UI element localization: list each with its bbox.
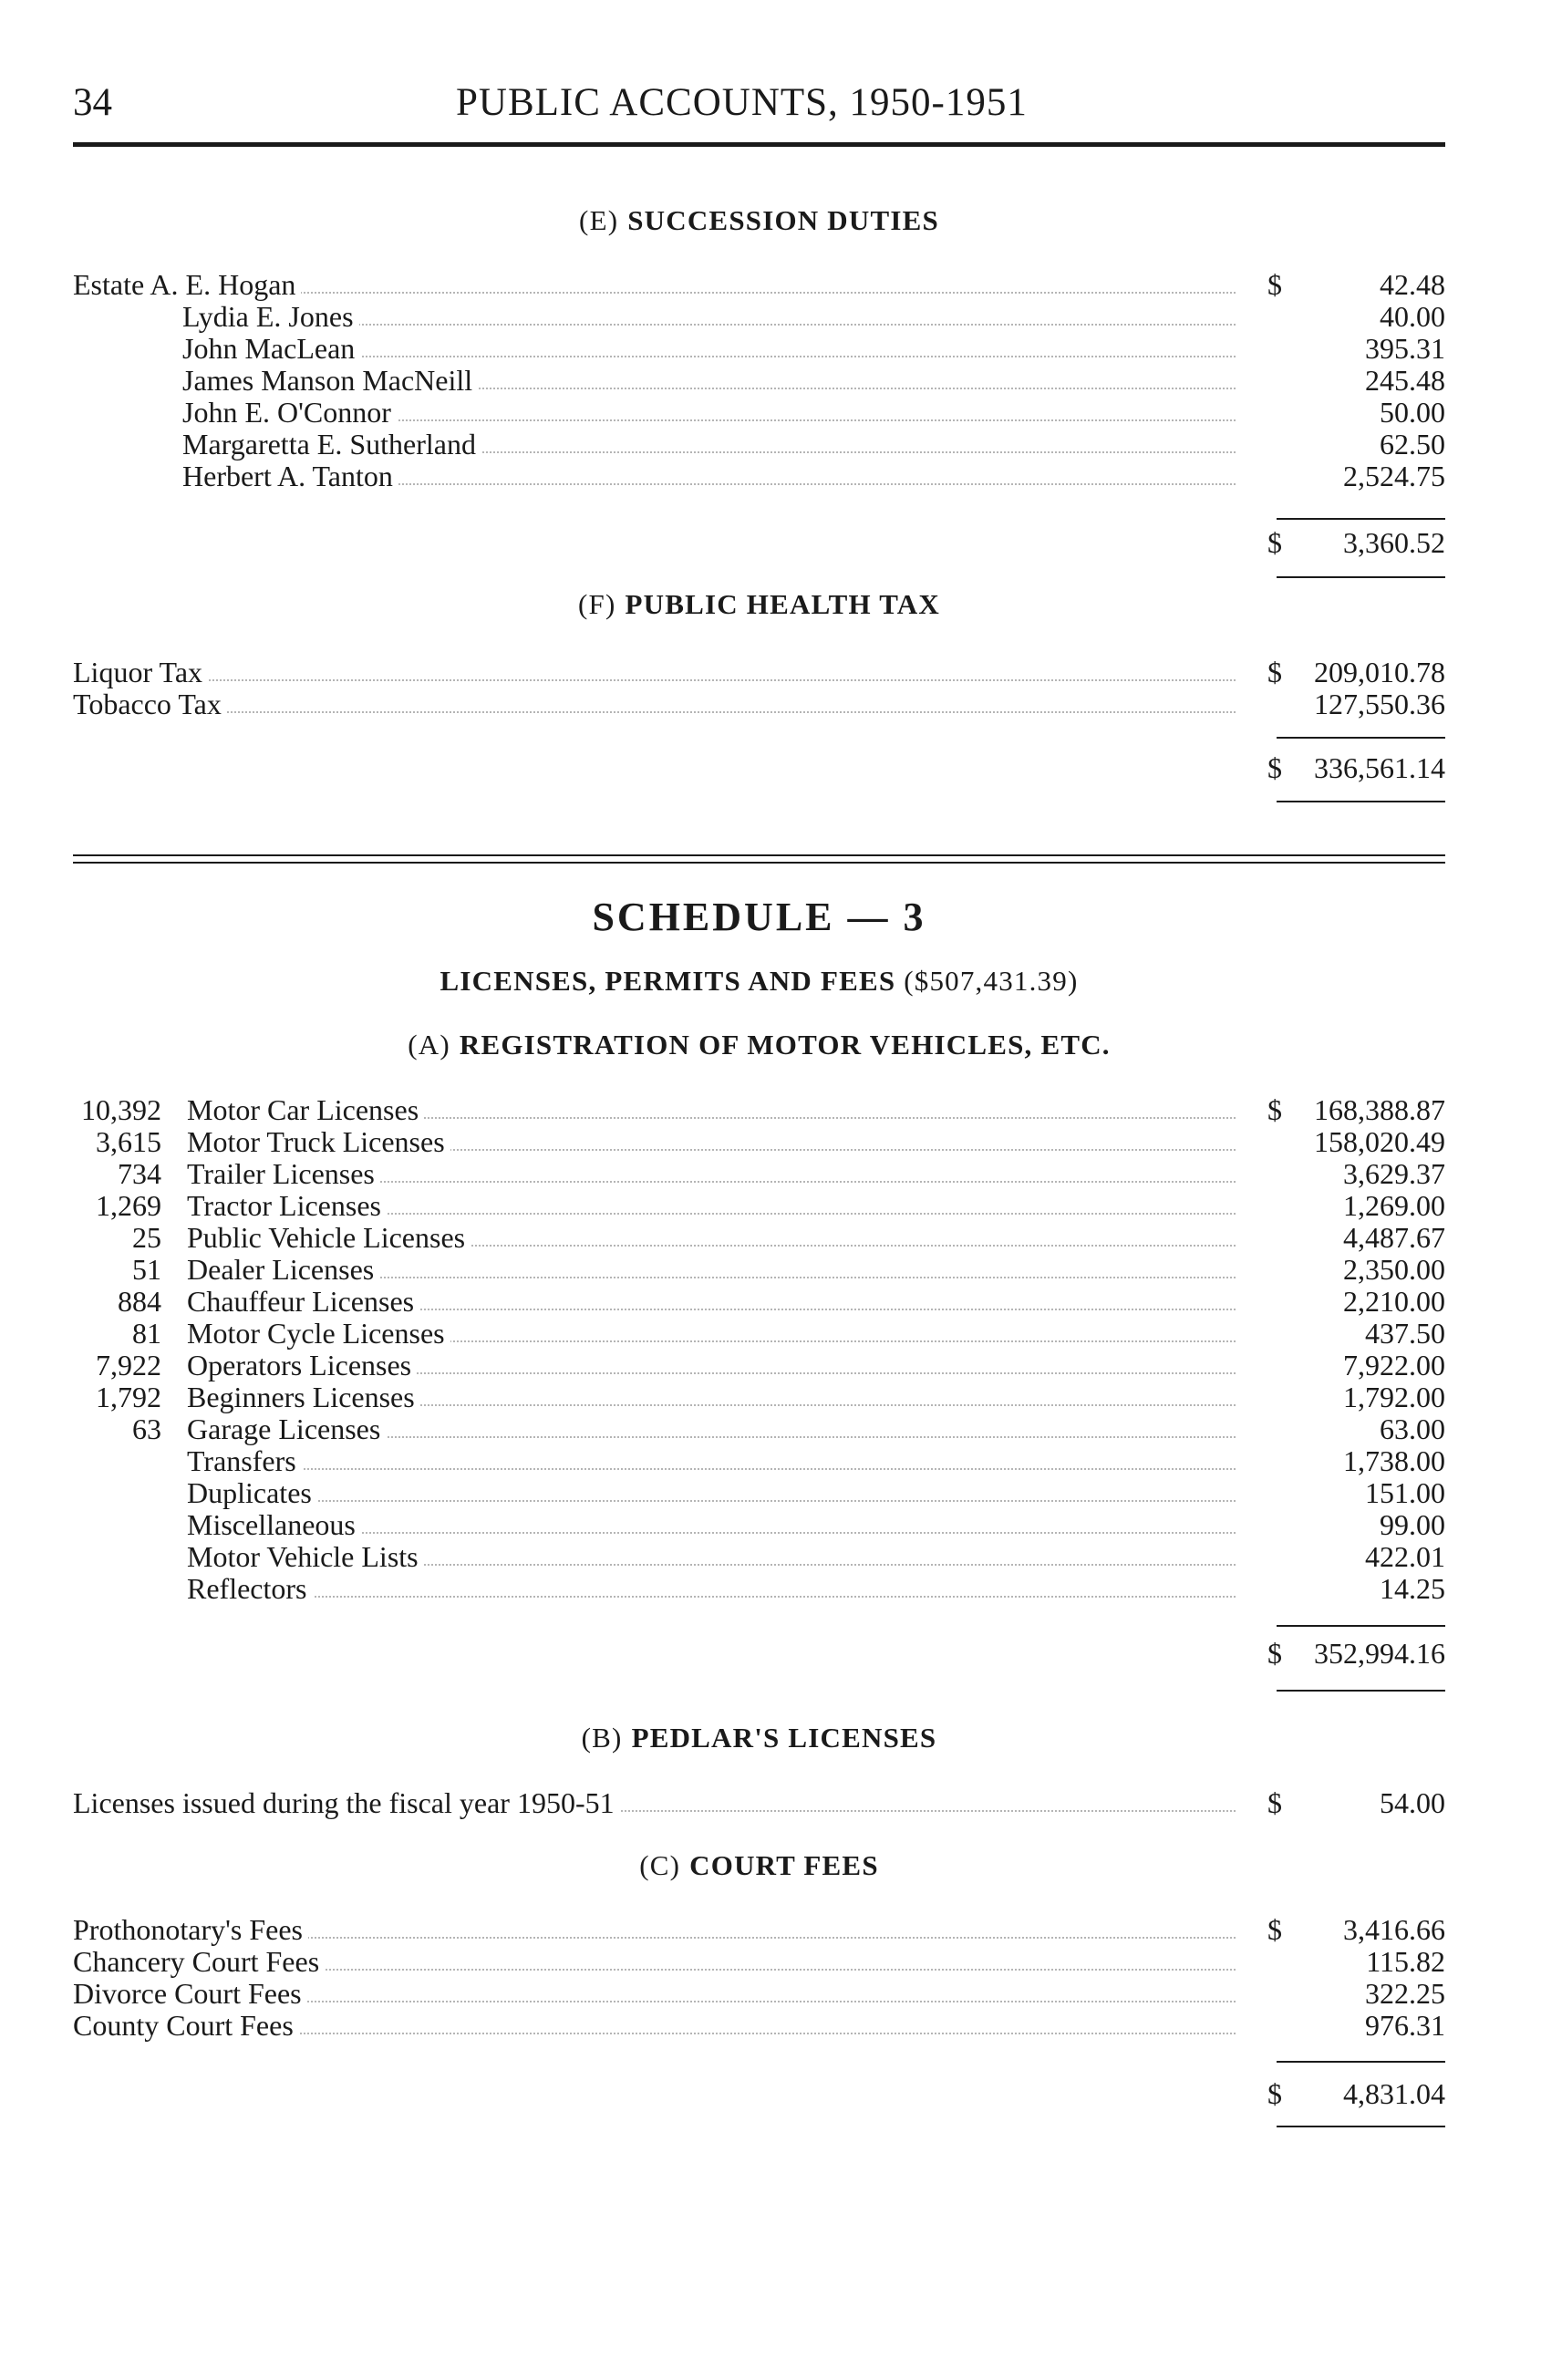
registration-list (73, 1094, 1445, 1605)
row-amount: 322.25 (1365, 1977, 1445, 2010)
row-description: John MacLean (182, 333, 360, 365)
total-amount: 336,561.14 (1314, 751, 1445, 784)
row-count: 25 (132, 1221, 161, 1254)
row-description: Beginners Licenses (187, 1381, 420, 1413)
section-title: REGISTRATION OF MOTOR VEHICLES, ETC. (459, 1029, 1111, 1061)
row-description: Motor Car Licenses (187, 1094, 424, 1126)
row-count: 10,392 (81, 1093, 161, 1126)
header-rule (73, 142, 1445, 147)
row-amount: 40.00 (1380, 300, 1445, 333)
row-count: 734 (118, 1157, 161, 1190)
subtotal-rule (1277, 518, 1445, 520)
row-amount: 42.48 (1380, 268, 1445, 301)
row-description: Tractor Licenses (187, 1190, 387, 1222)
section-title: SUCCESSION DUTIES (627, 204, 939, 236)
row-amount: 437.50 (1365, 1317, 1445, 1350)
row-count: 884 (118, 1285, 161, 1318)
section-heading-public-health-tax (73, 588, 1445, 621)
row-description: Miscellaneous (187, 1509, 361, 1541)
table-row (73, 301, 1445, 333)
dollar-sign: $ (1267, 751, 1282, 784)
dollar-sign: $ (1267, 1913, 1282, 1946)
schedule-title: SCHEDULE — 3 (592, 895, 926, 939)
row-amount: 14.25 (1380, 1572, 1445, 1605)
dollar-sign: $ (1267, 1786, 1282, 1819)
table-row (73, 1094, 1445, 1126)
row-amount: 1,792.00 (1343, 1381, 1445, 1413)
row-description: Lydia E. Jones (182, 301, 359, 333)
table-row (73, 1978, 1445, 2010)
row-description: Margaretta E. Sutherland (182, 429, 481, 460)
table-row (73, 460, 1445, 492)
table-row (73, 1158, 1445, 1190)
table-row (73, 1413, 1445, 1445)
row-description: John E. O'Connor (182, 397, 397, 429)
table-row (73, 657, 1445, 688)
row-description: James Manson MacNeill (182, 365, 478, 397)
registration-total (73, 1635, 1445, 1671)
row-count: 63 (132, 1412, 161, 1445)
table-row (73, 333, 1445, 365)
row-description: County Court Fees (73, 2010, 299, 2042)
section-heading-succession-duties (73, 204, 1445, 237)
public-health-total (73, 750, 1445, 786)
row-description: Public Vehicle Licenses (187, 1222, 471, 1254)
row-amount: 50.00 (1380, 396, 1445, 429)
section-label: (C) (639, 1849, 681, 1881)
row-description: Operators Licenses (187, 1350, 417, 1381)
row-description: Chauffeur Licenses (187, 1286, 419, 1318)
table-row (73, 397, 1445, 429)
row-count: 1,269 (96, 1189, 161, 1222)
succession-total (73, 524, 1445, 561)
total-rule (1277, 1690, 1445, 1692)
row-amount: 158,020.49 (1314, 1125, 1445, 1158)
row-amount: 209,010.78 (1314, 656, 1445, 688)
table-row (73, 2010, 1445, 2042)
table-row (73, 1350, 1445, 1381)
row-amount: 127,550.36 (1314, 688, 1445, 720)
row-amount: 422.01 (1365, 1540, 1445, 1573)
subtotal-rule (1277, 2061, 1445, 2063)
table-row (73, 1787, 1445, 1819)
row-description: Garage Licenses (187, 1413, 386, 1445)
row-description: Tobacco Tax (73, 688, 227, 720)
row-description: Dealer Licenses (187, 1254, 379, 1286)
page-header (73, 80, 1445, 131)
row-amount: 99.00 (1380, 1508, 1445, 1541)
dollar-sign: $ (1267, 2077, 1282, 2110)
row-amount: 7,922.00 (1343, 1349, 1445, 1381)
row-description: Estate A. E. Hogan (73, 269, 301, 301)
row-count: 1,792 (96, 1381, 161, 1413)
court-fees-total (73, 2075, 1445, 2112)
schedule-subtitle-text: LICENSES, PERMITS AND FEES (440, 965, 896, 997)
pedlars-licenses-list (73, 1787, 1445, 1819)
row-description: Herbert A. Tanton (182, 460, 398, 492)
section-label: (E) (579, 204, 619, 236)
table-row (73, 365, 1445, 397)
table-row (73, 688, 1445, 720)
table-row (73, 1573, 1445, 1605)
section-heading-court-fees (73, 1849, 1445, 1882)
table-row (73, 1222, 1445, 1254)
row-description: Reflectors (187, 1573, 313, 1605)
row-amount: 2,524.75 (1343, 460, 1445, 492)
total-rule (1277, 2126, 1445, 2127)
row-description: Motor Truck Licenses (187, 1126, 450, 1158)
row-description: Motor Cycle Licenses (187, 1318, 450, 1350)
table-row (73, 429, 1445, 460)
court-fees-list (73, 1914, 1445, 2042)
section-title: PEDLAR'S LICENSES (631, 1722, 937, 1754)
table-row (73, 1381, 1445, 1413)
row-amount: 115.82 (1366, 1945, 1445, 1978)
table-row (73, 1126, 1445, 1158)
row-description: Duplicates (187, 1477, 317, 1509)
row-amount: 395.31 (1365, 332, 1445, 365)
total-rule (1277, 576, 1445, 578)
public-health-tax-list (73, 657, 1445, 720)
schedule-subtitle-amount: ($507,431.39) (904, 965, 1079, 997)
row-amount: 63.00 (1380, 1412, 1445, 1445)
section-title: PUBLIC HEALTH TAX (625, 588, 940, 620)
table-row (73, 1477, 1445, 1509)
dollar-sign: $ (1267, 1093, 1282, 1126)
table-row (73, 1914, 1445, 1946)
section-divider (73, 854, 1445, 864)
row-description: Chancery Court Fees (73, 1946, 325, 1978)
row-description: Motor Vehicle Lists (187, 1541, 424, 1573)
row-amount: 54.00 (1380, 1786, 1445, 1819)
total-amount: 3,360.52 (1343, 526, 1445, 559)
table-row (73, 269, 1445, 301)
row-count: 81 (132, 1317, 161, 1350)
row-count: 7,922 (96, 1349, 161, 1381)
row-amount: 2,350.00 (1343, 1253, 1445, 1286)
dollar-sign: $ (1267, 1637, 1282, 1670)
section-label: (B) (581, 1722, 623, 1754)
row-amount: 1,738.00 (1343, 1444, 1445, 1477)
succession-duties-list (73, 269, 1445, 492)
total-amount: 4,831.04 (1343, 2077, 1445, 2110)
section-heading-registration (73, 1029, 1445, 1061)
row-amount: 62.50 (1380, 428, 1445, 460)
subtotal-rule (1277, 737, 1445, 739)
total-amount: 352,994.16 (1314, 1637, 1445, 1670)
running-title: PUBLIC ACCOUNTS, 1950-1951 (456, 81, 1028, 124)
row-amount: 976.31 (1365, 2009, 1445, 2042)
table-row (73, 1254, 1445, 1286)
section-label: (F) (578, 588, 616, 620)
row-amount: 1,269.00 (1343, 1189, 1445, 1222)
row-description: Transfers (187, 1445, 302, 1477)
row-description: Licenses issued during the fiscal year 1950-51 (73, 1787, 620, 1819)
row-count: 51 (132, 1253, 161, 1286)
row-amount: 3,629.37 (1343, 1157, 1445, 1190)
row-amount: 151.00 (1365, 1476, 1445, 1509)
row-description: Trailer Licenses (187, 1158, 380, 1190)
dollar-sign: $ (1267, 656, 1282, 688)
row-amount: 245.48 (1365, 364, 1445, 397)
row-description: Liquor Tax (73, 657, 208, 688)
table-row (73, 1286, 1445, 1318)
section-label: (A) (408, 1029, 450, 1061)
table-row (73, 1946, 1445, 1978)
section-title: COURT FEES (689, 1849, 879, 1881)
row-description: Divorce Court Fees (73, 1978, 307, 2010)
table-row (73, 1190, 1445, 1222)
table-row (73, 1541, 1445, 1573)
total-rule (1277, 801, 1445, 802)
row-amount: 3,416.66 (1343, 1913, 1445, 1946)
dollar-sign: $ (1267, 268, 1282, 301)
section-heading-pedlars-licenses (73, 1722, 1445, 1754)
row-amount: 4,487.67 (1343, 1221, 1445, 1254)
table-row (73, 1318, 1445, 1350)
row-amount: 168,388.87 (1314, 1093, 1445, 1126)
table-row (73, 1445, 1445, 1477)
dollar-sign: $ (1267, 526, 1282, 559)
table-row (73, 1509, 1445, 1541)
subtotal-rule (1277, 1625, 1445, 1627)
schedule-subtitle (73, 965, 1445, 998)
row-amount: 2,210.00 (1343, 1285, 1445, 1318)
row-count: 3,615 (96, 1125, 161, 1158)
page-number: 34 (73, 81, 112, 124)
row-description: Prothonotary's Fees (73, 1914, 308, 1946)
